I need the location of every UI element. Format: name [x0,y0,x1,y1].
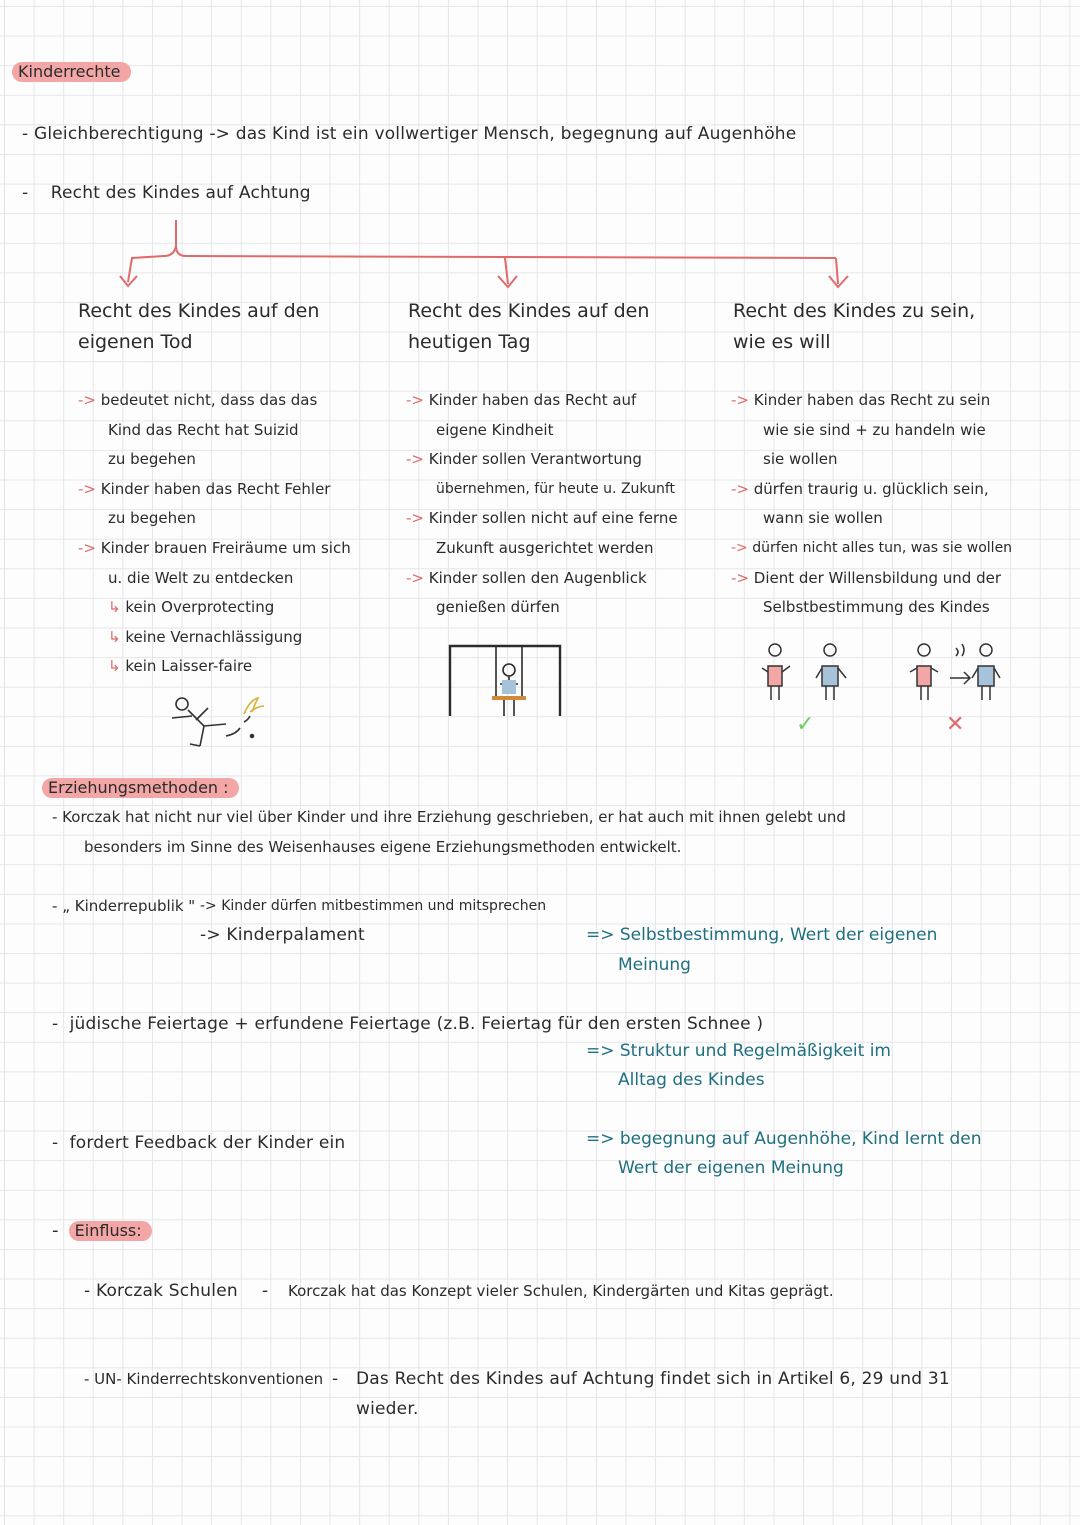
cross-icon: ✕ [946,712,965,737]
column-3-heading-line-2: wie es will [733,331,831,353]
bullet-arrow: -> [406,568,424,587]
bullet-text: zu begehen [108,509,196,528]
item-dash: - [52,1133,59,1153]
intro-dash-2: - [22,183,29,203]
intro-arrow-1: -> [209,124,231,144]
intro-text-1: das Kind ist ein vollwertiger Mensch, begegnung auf Augenhöhe [235,124,797,144]
bullet-arrow: -> [78,479,96,498]
methods-heading: Erziehungsmethoden : [42,778,239,798]
bullet-arrow: -> [731,539,748,556]
influence-item-2-sep: - [332,1369,339,1389]
column-2-heading-line-2: heutigen Tag [408,331,531,353]
methods-heading-wrap [42,778,239,797]
influence-item-2-text-1: Das Recht des Kindes auf Achtung findet sich in Artikel 6, 29 und 31 [356,1369,950,1389]
bullet-arrow: -> [78,538,96,557]
column-1-bullet-1 [78,386,351,416]
bullet-arrow: -> [731,568,749,587]
influence-item-2-text-2: wieder. [356,1399,419,1419]
bullet-arrow: -> [406,450,424,469]
sub-text: kein Overprotecting [125,598,275,617]
children-figures-drawing [762,644,1000,700]
column-1-heading-line-2: eigenen Tod [78,331,193,353]
sub-arrow-icon: ↳ [108,598,121,617]
column-2-bullets [406,386,678,623]
slipping-figure-drawing [172,698,264,746]
page-title: Kinderrechte [12,62,131,82]
method-item-3 [52,1133,345,1153]
bullet-text: Dient der Willensbildung und der [753,568,1002,587]
bullet-text: Kind das Recht hat Suizid [108,420,299,439]
influence-item-1-text: Korczak hat das Konzept vieler Schulen, Kindergärten und Kitas geprägt. [288,1282,834,1300]
bullet-arrow: -> [731,391,749,409]
bullet-text: sie wollen [763,450,838,469]
item-dash: - [52,1014,59,1034]
page-title-wrap [12,62,131,81]
intro-line-2 [22,183,311,203]
influence-item-1-label: - Korczak Schulen [84,1281,238,1301]
arrow-line-column-3 [836,258,838,284]
column-2-heading [408,296,649,358]
sub-text: keine Vernachlässigung [125,627,303,646]
bullet-text: u. die Welt zu entdecken [108,568,294,587]
column-3-bullet-4 [731,564,1012,594]
bullet-text: Kinder sollen Verantwortung [428,450,642,469]
method-item-3-result-2: Wert der eigenen Meinung [618,1158,844,1178]
method-item-1-detail-1: -> Kinder dürfen mitbestimmen und mitsprechen [200,898,547,914]
column-2-heading-line-1: Recht des Kindes auf den [408,300,650,322]
swing-drawing [450,646,560,716]
influence-item-1-sep: - [262,1281,269,1301]
methods-intro-line-2: besonders im Sinne des Weisenhauses eigene Erziehungsmethoden entwickelt. [84,838,682,856]
column-1-bullets [78,386,351,682]
brace-connector [128,220,836,282]
intro-dash-1: - [22,124,29,144]
bullet-text: dürfen traurig u. glücklich sein, [753,479,989,498]
bullet-text: eigene Kindheit [436,420,554,439]
bullet-arrow: -> [731,479,749,498]
column-1-sub-1 [78,593,351,623]
method-item-3-result-1: => begegnung auf Augenhöhe, Kind lernt den [586,1129,982,1149]
influence-dash: - [52,1220,59,1241]
bullet-text: Kinder brauen Freiräume um sich [100,538,351,557]
method-item-1 [52,897,195,915]
column-2-bullet-1 [406,386,678,416]
check-icon: ✓ [796,712,815,737]
bullet-text: Kinder sollen den Augenblick [428,568,647,587]
bullet-text: bedeutet nicht, dass das das [100,391,318,409]
bullet-text: wie sie sind + zu handeln wie [763,420,986,439]
sub-arrow-icon: ↳ [108,657,121,676]
method-item-1-result-1: => Selbstbestimmung, Wert der eigenen [586,925,938,945]
bullet-text: Kinder sollen nicht auf eine ferne [428,509,678,528]
method-item-2-result-1: => Struktur und Regelmäßigkeit im [586,1041,891,1061]
influence-heading-wrap [52,1220,152,1241]
bullet-text: wann sie wollen [763,509,883,528]
bullet-text: Zukunft ausgerichtet werden [436,538,654,557]
item-label: jüdische Feiertage + erfundene Feiertage (z.B. Feiertag für den ersten Schnee ) [69,1014,764,1034]
method-item-1-result-2: Meinung [618,955,691,975]
item-label: „ Kinderrepublik " [62,897,196,915]
bullet-text: Kinder haben das Recht zu sein [753,391,991,409]
bullet-text: Kinder haben das Recht Fehler [100,479,331,498]
column-1-bullet-3 [78,534,351,564]
column-2-bullet-4 [406,564,678,594]
influence-item-2-label: - UN- Kinderrechtskonventionen [84,1370,324,1388]
sub-text: kein Laisser-faire [125,657,253,676]
column-1-bullet-2 [78,475,351,505]
item-label: fordert Feedback der Kinder ein [69,1133,346,1153]
bullet-arrow: -> [406,509,424,528]
sub-arrow-icon: ↳ [108,627,121,646]
column-2-bullet-2 [406,445,678,475]
column-3-bullets [731,386,1012,623]
bullet-text: dürfen nicht alles tun, was sie wollen [752,539,1013,556]
column-2-bullet-3 [406,504,678,534]
intro-line-1 [22,124,796,144]
item-dash: - [52,897,58,915]
intro-label-1: Gleichberechtigung [33,124,204,144]
bullet-text: Selbstbestimmung des Kindes [763,598,990,617]
bullet-arrow: -> [406,391,424,409]
intro-label-2: Recht des Kindes auf Achtung [50,183,311,203]
bullet-text: genießen dürfen [436,598,560,617]
influence-heading: Einfluss: [69,1221,152,1241]
bullet-text: zu begehen [108,450,196,469]
column-3-heading-line-1: Recht des Kindes zu sein, [733,300,976,322]
column-1-sub-3 [78,652,351,682]
bullet-arrow: -> [78,391,96,409]
method-item-2-result-2: Alltag des Kindes [618,1070,765,1090]
column-3-bullet-3 [731,534,1012,564]
column-3-bullet-1 [731,386,1012,416]
column-3-heading [733,296,975,358]
bullet-text: übernehmen, für heute u. Zukunft [436,480,676,497]
column-3-bullet-2 [731,475,1012,505]
arrow-line-column-2 [505,258,508,284]
method-item-1-detail-2: -> Kinderpalament [200,925,365,945]
bullet-text: Kinder haben das Recht auf [428,391,637,409]
column-1-heading [78,296,319,358]
column-1-heading-line-1: Recht des Kindes auf den [78,300,320,322]
method-item-2 [52,1014,763,1034]
methods-intro-line-1: - Korczak hat nicht nur viel über Kinder und ihre Erziehung geschrieben, er hat auch mit ihnen gelebt und [52,808,846,826]
column-1-sub-2 [78,623,351,653]
